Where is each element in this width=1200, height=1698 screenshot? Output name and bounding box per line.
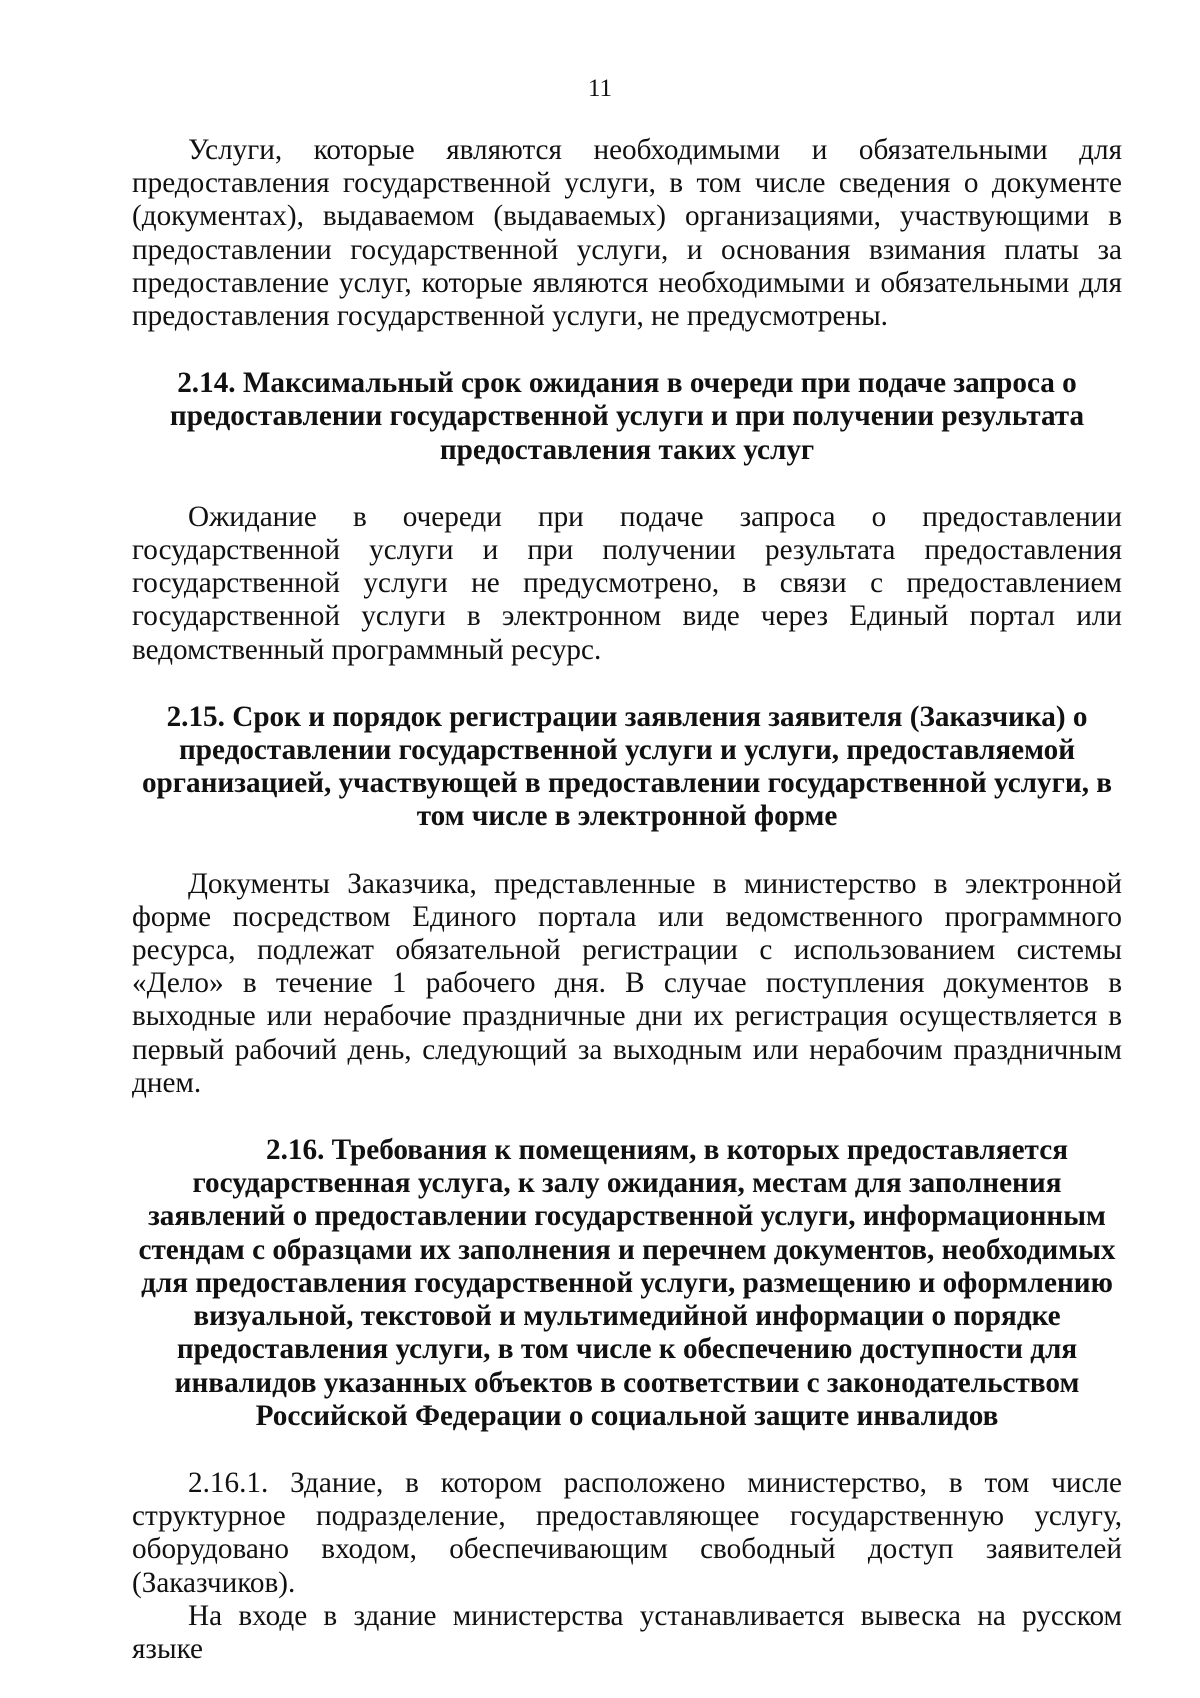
section-heading-2-14: 2.14. Максимальный срок ожидания в очереди при подаче запроса о предоставлении государственной услуги и при получении результата предоставления таких услуг [169,367,1085,466]
section-heading-2-15: 2.15. Срок и порядок регистрации заявления заявителя (Заказчика) о предоставлении государственной услуги и услуги, предоставляемой организацией, участвующей в предоставлении государственной услуги, в том числе в электронной форме [141,700,1113,833]
paragraph-entrance-sign: На входе в здание министерства устанавливается вывеска на русском языке [132,1599,1122,1665]
paragraph-document-registration: Документы Заказчика, представленные в министерство в электронной форме посредством Единого портала или ведомственного программного ресурса, подлежат обязательной регистрации с использованием системы «Дело» в течение 1 рабочего дня. В случае поступления документов в выходные или нерабочие праздничные дни их регистрация осуществляется в первый рабочий день, следующий за выходным или нерабочим праздничным днем. [132,867,1122,1099]
section-heading-2-16 [132,1134,1122,1433]
section-heading-2-16-first-line: 2.16. Требования к помещениям, в которых предоставляется [266,1134,1068,1167]
paragraph-services-not-provided: Услуги, которые являются необходимыми и обязательными для предоставления государственной услуги, в том числе сведения о документе (документах), выдаваемом (выдаваемых) организациями, участвующими в предоставлении государственной услуги, и основания взимания платы за предоставление услуг, которые являются необходимыми и обязательными для предоставления государственной услуги, не предусмотрены. [132,134,1122,333]
section-heading-2-16-rest: государственная услуга, к залу ожидания, местам для заполнения заявлений о предоставлении государственной услуги, информационным стендам с образцами их заполнения и перечнем документов, необходимых для предоставления государственной услуги, размещению и оформлению визуальной, текстовой и мультимедийной информации о порядке предоставления услуги, в том числе к обеспечению доступности для инвалидов указанных объектов в соответствии с законодательством Российской Федерации о социальной защите инвалидов [138,1167,1116,1432]
page-number: 11 [587,75,613,102]
paragraph-2-16-1-building: 2.16.1. Здание, в котором расположено министерство, в том числе структурное подразделение, предоставляющее государственную услугу, оборудовано входом, обеспечивающим свободный доступ заявителей (Заказчиков). [132,1466,1122,1599]
paragraph-queue-waiting: Ожидание в очереди при подаче запроса о предоставлении государственной услуги и при получении результата предоставления государственной услуги не предусмотрено, в связи с предоставлением государственной услуги в электронном виде через Единый портал или ведомственный программный ресурс. [132,500,1122,666]
document-body [132,134,1122,1666]
